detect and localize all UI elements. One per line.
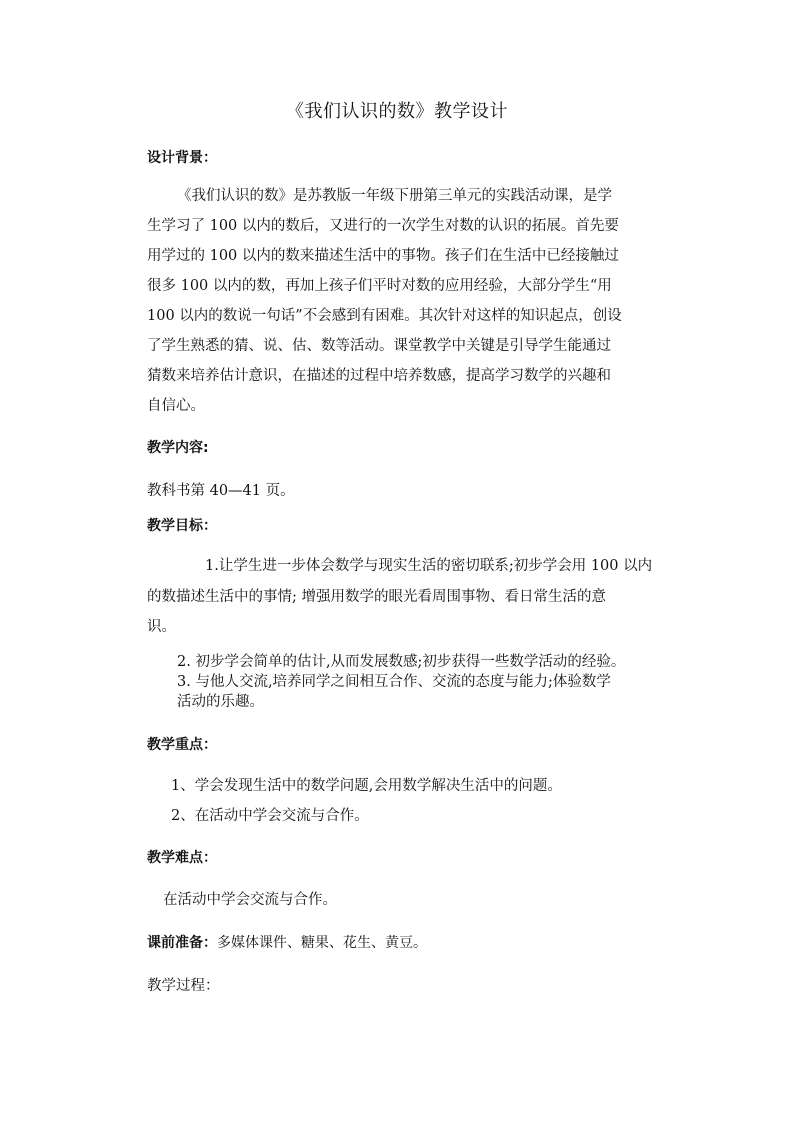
goals-line-5: 3. 与他人交流,培养同学之间相互合作、交流的态度与能力;体验数学 (177, 674, 611, 690)
background-line-2: 生学习了 100 以内的数后，又进行的一次学生对数的认识的拓展。首先要 (147, 218, 619, 234)
preparation-text: 多媒体课件、糖果、花生、黄豆。 (217, 935, 427, 951)
goals-line-3: 识。 (147, 619, 176, 635)
difficulty-heading: 教学难点： (147, 850, 217, 866)
keypoints-heading: 教学重点： (147, 737, 217, 753)
goals-line-6: 活动的乐趣。 (177, 694, 264, 710)
background-line-8: 自信心。 (147, 398, 205, 414)
background-line-4: 很多 100 以内的数，再加上孩子们平时对数的应用经验，大部分学生“用 (147, 278, 612, 294)
goals-line-2: 的数描述生活中的事情; 增强用数学的眼光看周围事物、看日常生活的意 (147, 589, 606, 605)
background-heading: 设计背景： (147, 150, 217, 166)
goals-heading: 教学目标： (147, 518, 217, 534)
goals-line-4: 2. 初步学会简单的估计,从而发展数感;初步获得一些数学活动的经验。 (177, 654, 626, 670)
background-line-7: 猜数来培养估计意识，在描述的过程中培养数感，提高学习数学的兴趣和 (147, 368, 611, 384)
background-line-3: 用学过的 100 以内的数来描述生活中的事物。孩子们在生活中已经接触过 (147, 248, 619, 264)
keypoints-line-1: 1、学会发现生活中的数学问题,会用数学解决生活中的问题。 (171, 778, 562, 794)
background-line-5: 100 以内的数说一句话”不会感到有困难。其次针对这样的知识起点，创设 (147, 308, 622, 324)
content-heading: 教学内容: (147, 440, 209, 456)
preparation-heading: 课前准备： (147, 935, 217, 951)
content-text: 教科书第 40—41 页。 (147, 483, 295, 499)
keypoints-line-2: 2、在活动中学会交流与合作。 (171, 808, 369, 824)
difficulty-text: 在活动中学会交流与合作。 (163, 892, 337, 908)
document-title: 《我们认识的数》教学设计 (286, 101, 508, 122)
process-heading: 教学过程： (147, 978, 220, 994)
background-line-6: 了学生熟悉的猜、说、估、数等活动。课堂教学中关键是引导学生能通过 (147, 338, 611, 354)
preparation-line (147, 933, 427, 953)
background-line-1: 《我们认识的数》是苏教版一年级下册第三单元的实践活动课，是学 (177, 188, 612, 204)
goals-line-1: 1.让学生进一步体会数学与现实生活的密切联系;初步学会用 100 以内 (205, 558, 653, 574)
